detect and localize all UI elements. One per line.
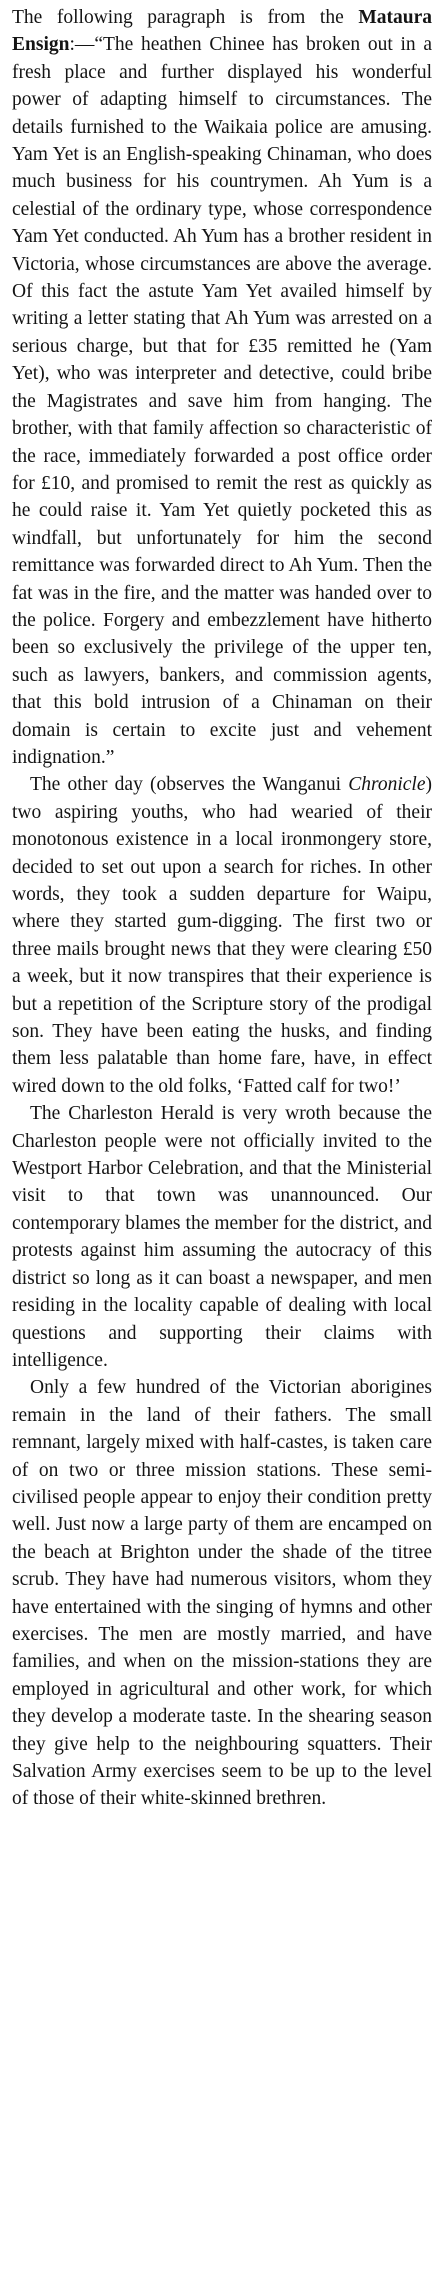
paragraph-wanganui-chronicle [12,771,432,1100]
source-chronicle: Chronicle [348,774,426,796]
paragraph-victorian-aborigines: Only a few hundred of the Victorian aborigines remain in the land of their fathers. The small remnant, largely mixed with half-castes, is taken care of on two or three mission stations. These semi-civilised people appear to enjoy their condition pretty well. Just now a large party of them are encamped on the beach at Brighton under the shade of the titree scrub. They have had numerous visitors, whom they have entertained with the singing of hymns and other exercises. The men are mostly married, and have families, and when on the mission-stations they are employed in agricultural and other work, for which they develop a moderate taste. In the shearing season they give help to the neighbouring squatters. Their Salvation Army exercises seem to be up to the level of those of their white-skinned brethren. [12,1377,432,1810]
paragraph-body: ) two aspiring youths, who had wearied of their monotonous existence in a local ironmongery store, decided to set out upon a search for riches. In other words, they took a sudden departure for Waipu, where they started gum-digging. The first two or three mails brought news that they were clearing £50 a week, but it now transpires that their experience is but a repetition of the Scripture story of the prodigal son. They have been eating the husks, and finding them less palatable than home fare, have, in effect wired down to the old folks, ‘Fatted calf for two!’ [12,774,432,1097]
paragraph-mataura-ensign [12,4,432,771]
source-mataura-ensign: Mataura Ensign [12,7,432,56]
paragraph-charleston-herald: The Charleston Herald is very wroth because the Charleston people were not officially invited to the Westport Harbor Celebration, and that the Ministerial visit to that town was unannounced. Our contemporary blames the member for the district, and protests against him assuming the autocracy of this district so long as it can boast a newspaper, and men residing in the locality capable of dealing with local questions and supporting their claims with intelligence. [12,1103,432,1371]
paragraph-body: :—“The heathen Chinee has broken out in a fresh place and further displayed his wonderful power of adapting himself to circumstances. The details furnished to the Waikaia police are amusing. Yam Yet is an English-speaking Chinaman, who does much business for his countrymen. Ah Yum is a celestial of the ordinary type, whose correspondence Yam Yet conducted. Ah Yum has a brother resident in Victoria, whose circumstances are above the average. Of this fact the astute Yam Yet availed himself by writing a letter stating that Ah Yum was arrested on a serious charge, but that for £35 remitted he (Yam Yet), who was interpreter and detective, could bribe the Magistrates and save him from hanging. The brother, with that family affection so characteristic of the race, immediately forwarded a post office order for £10, and promised to remit the rest as quickly as he could raise it. Yam Yet quietly pocketed this as windfall, but unfortunately for him the second remittance was forwarded direct to Ah Yum. Then the fat was in the fire, and the matter was handed over to the police. Forgery and embezzlement have hitherto been so exclusively the privilege of the upper ten, such as lawyers, bankers, and commission agents, that this bold intrusion of a Chinaman on their domain is certain to excite just and vehement indignation.” [12,34,432,768]
paragraph-lead: The following paragraph is from the [12,7,359,28]
paragraph-lead: The other day (observes the Wanganui [30,774,349,796]
